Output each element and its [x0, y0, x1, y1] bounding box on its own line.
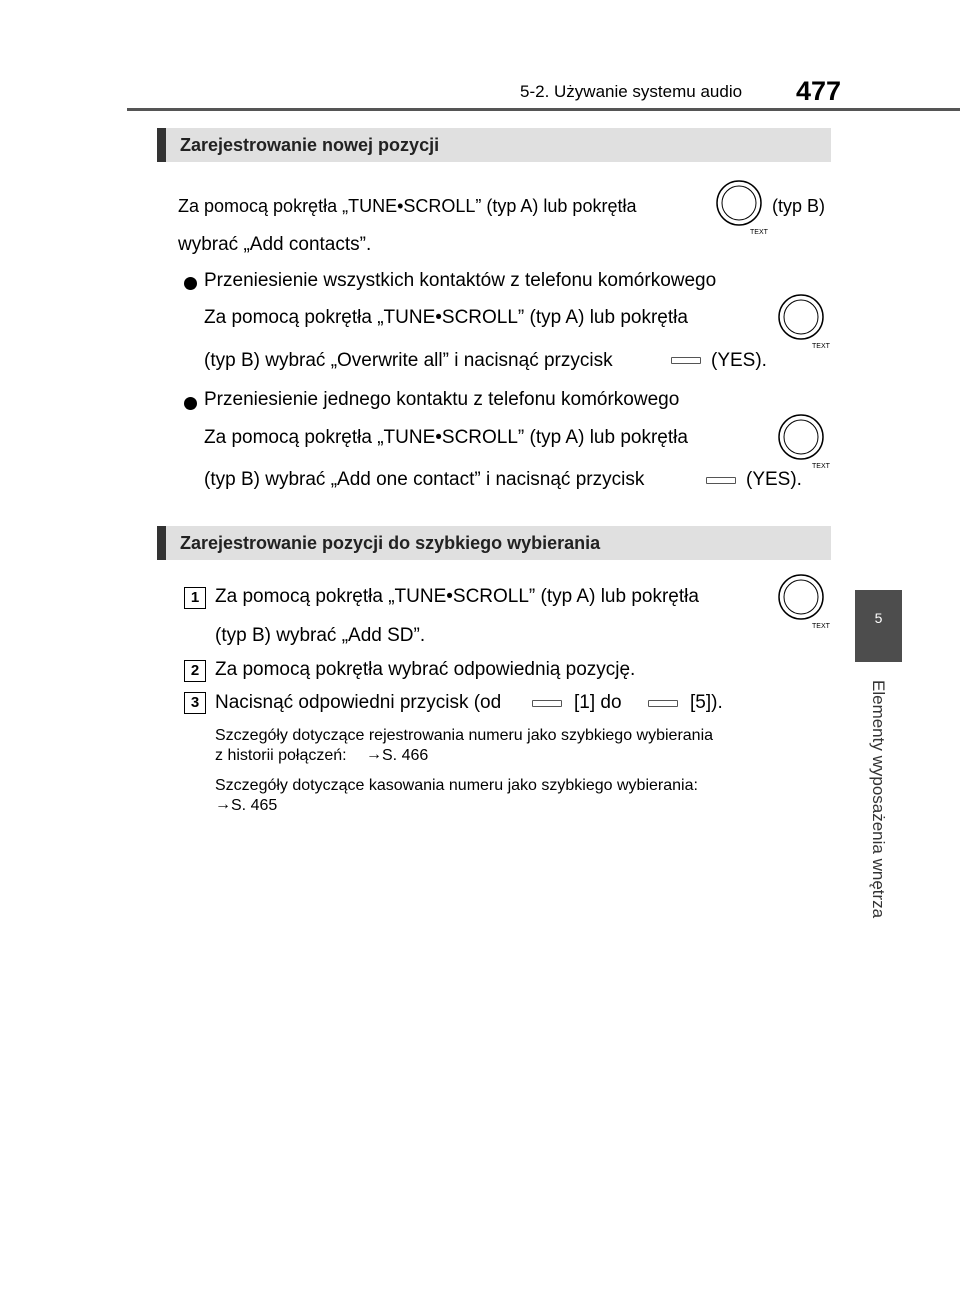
intro-line-2: wybrać „Add contacts”.	[178, 234, 372, 255]
step1-line-1: Za pomocą pokrętła „TUNE•SCROLL” (typ A) lub pokrętła	[215, 586, 699, 607]
button-icon	[648, 700, 678, 707]
bullet2-line-1: Za pomocą pokrętła „TUNE•SCROLL” (typ A) lub pokrętła	[204, 427, 688, 448]
bullet1-line-1: Za pomocą pokrętła „TUNE•SCROLL” (typ A) lub pokrętła	[204, 307, 688, 328]
step3-text-a: Nacisnąć odpowiedni przycisk (od	[215, 692, 502, 713]
header-rule	[127, 108, 960, 111]
section-heading-new-entry	[157, 128, 831, 162]
arrow-right-icon: →	[366, 746, 382, 763]
header-section-title: 5-2. Używanie systemu audio	[520, 82, 743, 101]
step2-text: Za pomocą pokrętła wybrać odpowiednią pozycję.	[215, 659, 636, 680]
knob-icon	[714, 178, 772, 236]
chapter-title: Elementy wyposażenia wnętrza	[869, 680, 888, 919]
step3-text-b: [1] do	[574, 692, 622, 713]
step-number-1: 1	[184, 587, 206, 609]
knob-icon	[776, 292, 834, 350]
knob-label: TEXT	[812, 343, 830, 350]
knob-label: TEXT	[812, 623, 830, 630]
bullet-icon	[184, 397, 197, 410]
chapter-tab	[855, 590, 902, 662]
section-title: Zarejestrowanie pozycji do szybkiego wybierania	[180, 533, 601, 553]
button-icon	[532, 700, 562, 707]
bullet-icon	[184, 277, 197, 290]
step1-line-2: (typ B) wybrać „Add SD”.	[215, 625, 426, 646]
button-icon	[706, 477, 736, 484]
step-number-2: 2	[184, 660, 206, 682]
section-title: Zarejestrowanie nowej pozycji	[180, 135, 440, 155]
button-icon	[671, 357, 701, 364]
bullet2-title: Przeniesienie jednego kontaktu z telefonu komórkowego	[204, 389, 680, 410]
page-number: 477	[796, 76, 842, 106]
knob-icon	[776, 412, 834, 470]
knob-label: TEXT	[750, 229, 768, 236]
step3-text-c: [5]).	[690, 692, 723, 713]
chapter-number: 5	[874, 610, 883, 626]
bullet1-yes: (YES).	[711, 350, 767, 371]
knob-label: TEXT	[812, 463, 830, 470]
intro-typ-b: (typ B)	[772, 196, 826, 216]
knob-icon	[776, 572, 834, 630]
note2-line-1: Szczegóły dotyczące kasowania numeru jako szybkiego wybierania:	[215, 777, 698, 794]
bullet2-yes: (YES).	[746, 469, 802, 490]
intro-line-1: Za pomocą pokrętła „TUNE•SCROLL” (typ A) lub pokrętła	[178, 196, 637, 216]
note1-line-2: z historii połączeń:	[215, 747, 347, 764]
step-number-3: 3	[184, 692, 206, 714]
note1-line-1: Szczegóły dotyczące rejestrowania numeru jako szybkiego wybierania	[215, 727, 714, 744]
bullet1-title: Przeniesienie wszystkich kontaktów z telefonu komórkowego	[204, 270, 717, 291]
page-header	[0, 72, 960, 112]
bullet2-line-2: (typ B) wybrać „Add one contact” i nacisnąć przycisk	[204, 469, 645, 490]
arrow-right-icon: →	[215, 796, 231, 813]
section-heading-speed-dial	[157, 526, 831, 560]
note1-ref: S. 466	[382, 747, 429, 764]
note2-ref: S. 465	[231, 797, 278, 814]
bullet1-line-2: (typ B) wybrać „Overwrite all” i nacisnąć przycisk	[204, 350, 613, 371]
chapter-side-title	[858, 680, 898, 960]
